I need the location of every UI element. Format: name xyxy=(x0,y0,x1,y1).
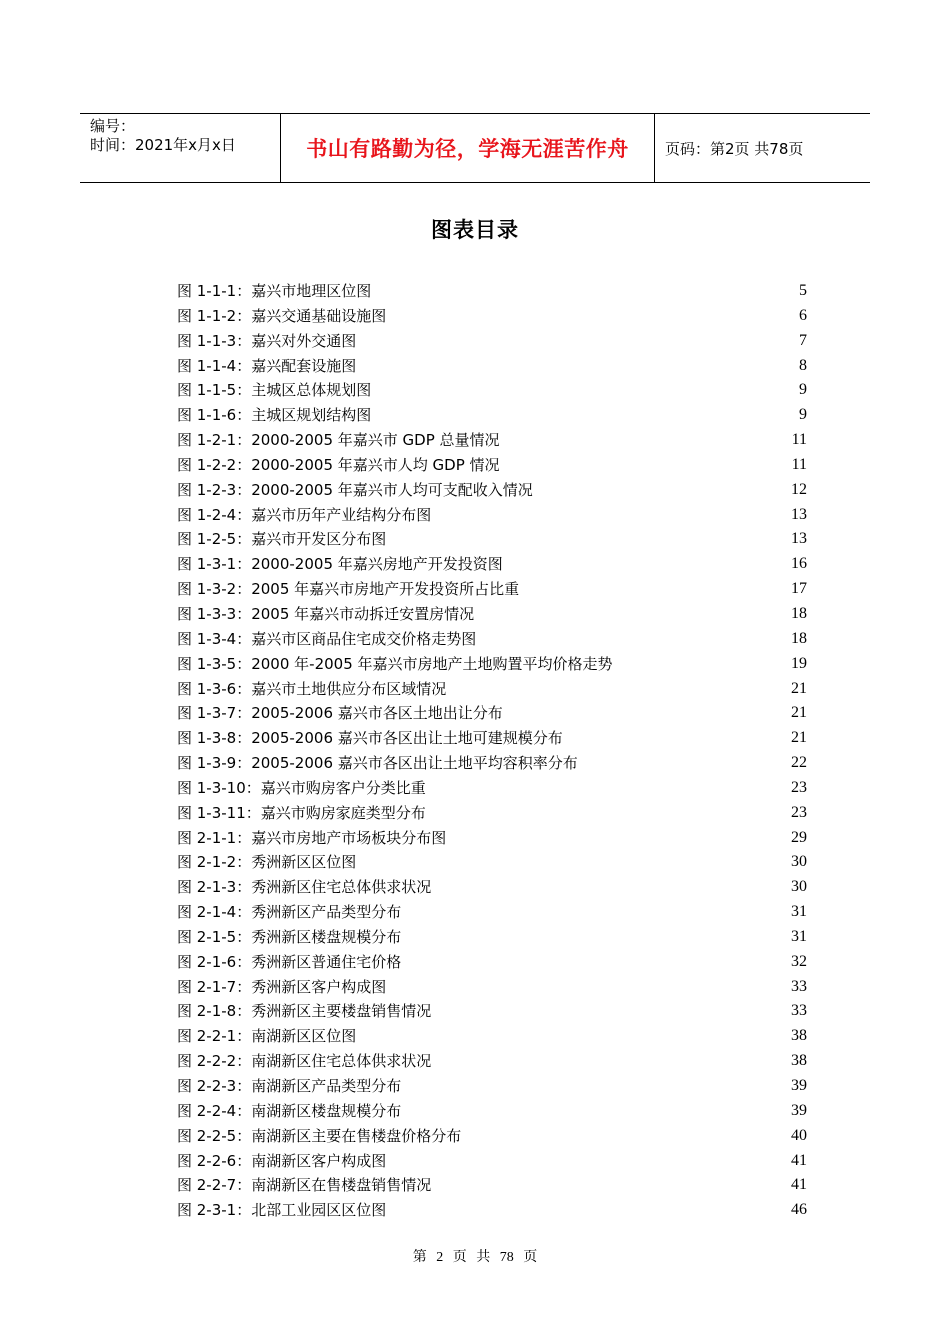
toc-entry-page-number: 40 xyxy=(791,1126,807,1144)
toc-entry[interactable] xyxy=(177,801,807,826)
toc-entry-label: 图 1-1-5：主城区总体规划图 xyxy=(177,381,372,400)
toc-entry-label: 图 2-2-6：南湖新区客户构成图 xyxy=(177,1151,387,1170)
toc-entry[interactable] xyxy=(177,354,807,379)
toc-entry[interactable] xyxy=(177,900,807,925)
toc-entry[interactable] xyxy=(177,950,807,975)
header-meta xyxy=(80,114,281,182)
header-page-info: 页码：第2页 共78页 xyxy=(665,139,804,158)
toc-entry-label: 图 2-2-3：南湖新区产品类型分布 xyxy=(177,1077,402,1095)
toc-entry-label: 图 2-1-7：秀洲新区客户构成图 xyxy=(177,977,387,996)
toc-entry-label: 图 1-1-3：嘉兴对外交通图 xyxy=(177,331,357,350)
toc-entry[interactable] xyxy=(177,751,807,776)
toc-entry[interactable] xyxy=(177,826,807,851)
toc-entry-label: 图 2-1-6：秀洲新区普通住宅价格 xyxy=(177,952,402,971)
toc-entry[interactable] xyxy=(177,776,807,801)
toc-entry-label: 图 1-1-6：主城区规划结构图 xyxy=(177,406,372,425)
toc-entry-page-number: 31 xyxy=(791,927,807,945)
toc-entry[interactable] xyxy=(177,577,807,602)
toc-entry[interactable] xyxy=(177,627,807,652)
toc-entry[interactable] xyxy=(177,503,807,528)
toc-entry-label: 图 1-3-10：嘉兴市购房客户分类比重 xyxy=(177,778,426,797)
toc-entry-label: 图 1-1-2：嘉兴交通基础设施图 xyxy=(177,306,387,325)
toc-entry[interactable] xyxy=(177,701,807,726)
toc-entry-label: 图 2-1-3：秀洲新区住宅总体供求状况 xyxy=(177,878,432,897)
toc-entry[interactable] xyxy=(177,478,807,503)
toc-entry-page-number: 8 xyxy=(799,356,807,374)
toc-entry-label: 图 2-1-8：秀洲新区主要楼盘销售情况 xyxy=(177,1002,432,1021)
toc-entry-page-number: 11 xyxy=(791,455,807,473)
toc-entry[interactable] xyxy=(177,925,807,950)
toc-entry-page-number: 13 xyxy=(791,505,807,523)
page-title: 图表目录 xyxy=(431,218,519,242)
toc-entry-label: 图 2-2-2：南湖新区住宅总体供求状况 xyxy=(177,1052,432,1071)
toc-entry-label: 图 1-1-1：嘉兴市地理区位图 xyxy=(177,282,372,300)
header-motto: 书山有路勤为径，学海无涯苦作舟 xyxy=(281,114,655,182)
toc-entry-label: 图 1-1-4：嘉兴配套设施图 xyxy=(177,356,357,375)
toc-entry-label: 图 1-3-5：2000 年-2005 年嘉兴市房地产土地购置平均价格走势 xyxy=(177,654,613,673)
toc-entry[interactable] xyxy=(177,1049,807,1074)
toc-entry-page-number: 22 xyxy=(791,754,807,772)
toc-entry-page-number: 23 xyxy=(791,778,807,796)
toc-entry-page-number: 21 xyxy=(791,704,807,722)
toc-entry[interactable] xyxy=(177,1173,807,1198)
toc-entry[interactable] xyxy=(177,1124,807,1149)
toc-entry-label: 图 1-3-7：2005-2006 嘉兴市各区土地出让分布 xyxy=(177,704,503,723)
toc-entry-page-number: 33 xyxy=(791,1002,807,1020)
toc-entry-page-number: 5 xyxy=(799,282,807,299)
toc-entry-label: 图 1-2-2：2000-2005 年嘉兴市人均 GDP 情况 xyxy=(177,455,500,474)
toc-entry[interactable] xyxy=(177,726,807,751)
toc-entry-label: 图 1-3-2：2005 年嘉兴市房地产开发投资所占比重 xyxy=(177,580,520,599)
toc-entry-page-number: 41 xyxy=(791,1151,807,1169)
toc-entry[interactable] xyxy=(177,602,807,627)
toc-entry-label: 图 1-3-1：2000-2005 年嘉兴房地产开发投资图 xyxy=(177,555,503,574)
toc-entry[interactable] xyxy=(177,304,807,329)
toc-entry-label: 图 1-2-5：嘉兴市开发区分布图 xyxy=(177,530,387,549)
toc-entry[interactable] xyxy=(177,875,807,900)
toc-entry-page-number: 11 xyxy=(791,431,807,449)
toc-entry-page-number: 30 xyxy=(791,878,807,896)
toc-entry-page-number: 18 xyxy=(791,629,807,647)
toc-entry[interactable] xyxy=(177,975,807,1000)
toc-entry-page-number: 17 xyxy=(791,580,807,598)
toc-entry-label: 图 2-2-4：南湖新区楼盘规模分布 xyxy=(177,1101,402,1120)
toc-entry-label: 图 1-3-8：2005-2006 嘉兴市各区出让土地可建规模分布 xyxy=(177,729,563,748)
toc-entry[interactable] xyxy=(177,428,807,453)
toc-entry[interactable] xyxy=(177,850,807,875)
toc-entry[interactable] xyxy=(177,453,807,478)
toc-entry[interactable] xyxy=(177,999,807,1024)
figure-list xyxy=(177,279,807,1223)
toc-entry-page-number: 19 xyxy=(791,654,807,672)
toc-entry[interactable] xyxy=(177,527,807,552)
toc-entry-page-number: 31 xyxy=(791,903,807,921)
toc-entry[interactable] xyxy=(177,677,807,702)
toc-entry-page-number: 32 xyxy=(791,952,807,970)
toc-entry-page-number: 9 xyxy=(799,406,807,424)
toc-entry-label: 图 2-1-4：秀洲新区产品类型分布 xyxy=(177,903,402,922)
toc-entry-page-number: 46 xyxy=(791,1201,807,1219)
toc-entry-label: 图 2-1-2：秀洲新区区位图 xyxy=(177,853,357,872)
toc-entry-label: 图 2-2-5：南湖新区主要在售楼盘价格分布 xyxy=(177,1126,462,1145)
toc-entry[interactable] xyxy=(177,1074,807,1099)
toc-entry-page-number: 39 xyxy=(791,1101,807,1119)
toc-entry-page-number: 23 xyxy=(791,803,807,821)
toc-entry-label: 图 2-3-1：北部工业园区区位图 xyxy=(177,1201,387,1220)
toc-entry-page-number: 21 xyxy=(791,729,807,747)
toc-entry-label: 图 1-2-3：2000-2005 年嘉兴市人均可支配收入情况 xyxy=(177,480,533,499)
toc-entry-label: 图 1-2-1：2000-2005 年嘉兴市 GDP 总量情况 xyxy=(177,431,500,450)
toc-entry-page-number: 7 xyxy=(799,331,807,349)
toc-entry[interactable] xyxy=(177,1198,807,1223)
toc-entry[interactable] xyxy=(177,1099,807,1124)
toc-entry-label: 图 1-3-4：嘉兴市区商品住宅成交价格走势图 xyxy=(177,629,477,648)
toc-entry-page-number: 13 xyxy=(791,530,807,548)
toc-entry[interactable] xyxy=(177,552,807,577)
toc-entry[interactable] xyxy=(177,329,807,354)
toc-entry-page-number: 38 xyxy=(791,1027,807,1045)
toc-entry[interactable] xyxy=(177,279,807,304)
toc-entry-label: 图 1-3-11：嘉兴市购房家庭类型分布 xyxy=(177,803,426,822)
toc-entry[interactable] xyxy=(177,1149,807,1174)
toc-entry-label: 图 2-1-5：秀洲新区楼盘规模分布 xyxy=(177,927,402,946)
toc-entry-page-number: 38 xyxy=(791,1052,807,1070)
toc-entry-page-number: 21 xyxy=(791,679,807,697)
page-header xyxy=(80,113,870,183)
document-time-label: 时间：2021年x月x日 xyxy=(90,136,236,154)
toc-entry[interactable] xyxy=(177,1024,807,1049)
toc-entry-page-number: 9 xyxy=(799,381,807,399)
toc-entry-page-number: 16 xyxy=(791,555,807,573)
toc-entry-page-number: 29 xyxy=(791,828,807,846)
toc-entry-page-number: 6 xyxy=(799,306,807,324)
page-footer: 第 2 页 共 78 页 xyxy=(412,1250,538,1265)
toc-entry-label: 图 1-2-4：嘉兴市历年产业结构分布图 xyxy=(177,505,432,524)
toc-entry-page-number: 33 xyxy=(791,977,807,995)
toc-entry-label: 图 1-3-9：2005-2006 嘉兴市各区出让土地平均容积率分布 xyxy=(177,754,578,773)
toc-entry-label: 图 1-3-6：嘉兴市土地供应分布区域情况 xyxy=(177,679,447,698)
toc-entry[interactable] xyxy=(177,652,807,677)
document-number-label: 编号： xyxy=(90,117,136,135)
toc-entry-page-number: 18 xyxy=(791,604,807,622)
toc-entry-label: 图 2-2-7：南湖新区在售楼盘销售情况 xyxy=(177,1176,432,1195)
toc-entry-label: 图 2-2-1：南湖新区区位图 xyxy=(177,1027,357,1046)
toc-entry-page-number: 30 xyxy=(791,853,807,871)
toc-entry-page-number: 12 xyxy=(791,480,807,498)
toc-entry-label: 图 2-1-1：嘉兴市房地产市场板块分布图 xyxy=(177,828,447,847)
toc-entry[interactable] xyxy=(177,378,807,403)
toc-entry-label: 图 1-3-3：2005 年嘉兴市动拆迁安置房情况 xyxy=(177,604,475,623)
toc-entry-page-number: 41 xyxy=(791,1176,807,1194)
toc-entry-page-number: 39 xyxy=(791,1077,807,1094)
toc-entry[interactable] xyxy=(177,403,807,428)
